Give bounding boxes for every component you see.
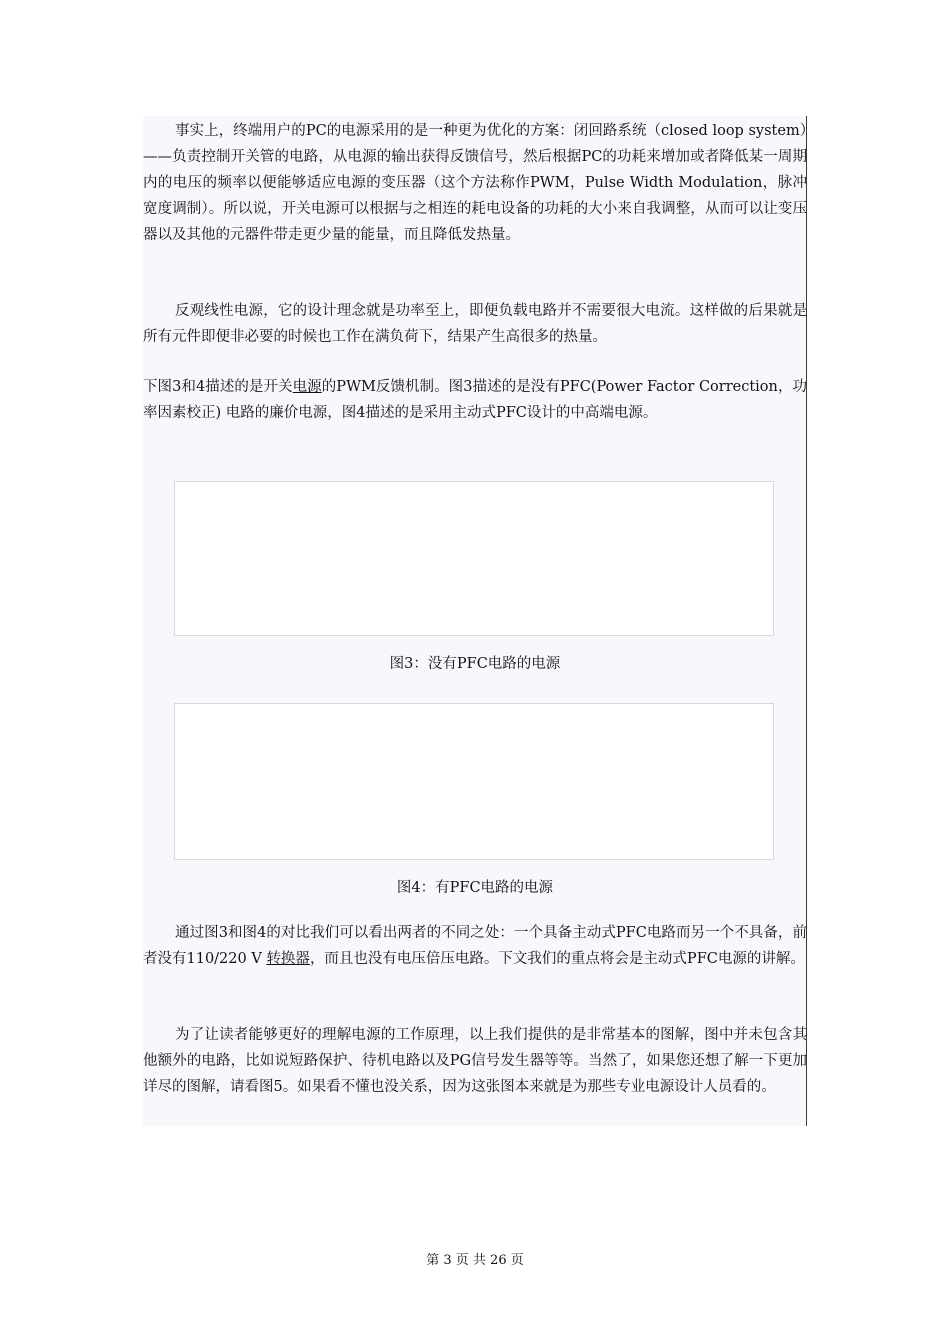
paragraph-comparison (143, 920, 807, 972)
paragraph-reader-note: 为了让读者能够更好的理解电源的工作原理，以上我们提供的是非常基本的图解，图中并未包含其他额外的电路，比如说短路保护、待机电路以及PG信号发生器等等。当然了，如果您还想了解一下更加详尽的图解，请看图5。如果看不懂也没关系，因为这张图本来就是为那些专业电源设计人员看的。 (143, 1027, 807, 1095)
figure-4-caption: 图4：有PFC电路的电源 (396, 880, 554, 896)
paragraph-figure-intro-text-2: 的PWM反馈机制。图3描述的是没有PFC(Power Factor Correction，功率因素校正) 电路的廉价电源，图4描述的是采用主动式PFC设计的中高端电源。 (143, 379, 808, 421)
paragraph-comparison-text-1: 通过图3和图4的对比我们可以看出两者的不同之处：一个具备主动式PFC电路而另一个不具备，前者没有110/220 V (143, 925, 807, 967)
paragraph-figure-intro (143, 374, 807, 426)
paragraph-figure-intro-text-1: 下图3和4描述的是开关 (143, 379, 293, 395)
paragraph-closed-loop: 事实上，终端用户的PC的电源采用的是一种更为优化的方案：闭回路系统（closed loop system）——负责控制开关管的电路，从电源的输出获得反馈信号，然后根据PC的功耗来增加或者降低某一周期内的电压的频率以便能够适应电源的变压器（这个方法称作PWM，Pulse Width Modulation，脉冲宽度调制）。所以说，开关电源可以根据与之相连的耗电设备的功耗的大小来自我调整，从而可以让变压器以及其他的元器件带走更少量的能量，而且降低发热量。 (143, 123, 807, 243)
figure-3-caption: 图3：没有PFC电路的电源 (389, 656, 561, 672)
link-converter[interactable]: 转换器 (266, 951, 310, 967)
link-power-supply[interactable]: 电源 (292, 379, 322, 395)
page-number: 第 3 页 共 26 页 (426, 1253, 524, 1268)
paragraph-comparison-text-2: ，而且也没有电压倍压电路。下文我们的重点将会是主动式PFC电源的讲解。 (309, 951, 805, 967)
figure-4-image (174, 703, 774, 860)
figure-3-image (174, 481, 774, 636)
paragraph-linear-power: 反观线性电源，它的设计理念就是功率至上，即便负载电路并不需要很大电流。这样做的后果就是所有元件即便非必要的时候也工作在满负荷下，结果产生高很多的热量。 (143, 303, 807, 345)
